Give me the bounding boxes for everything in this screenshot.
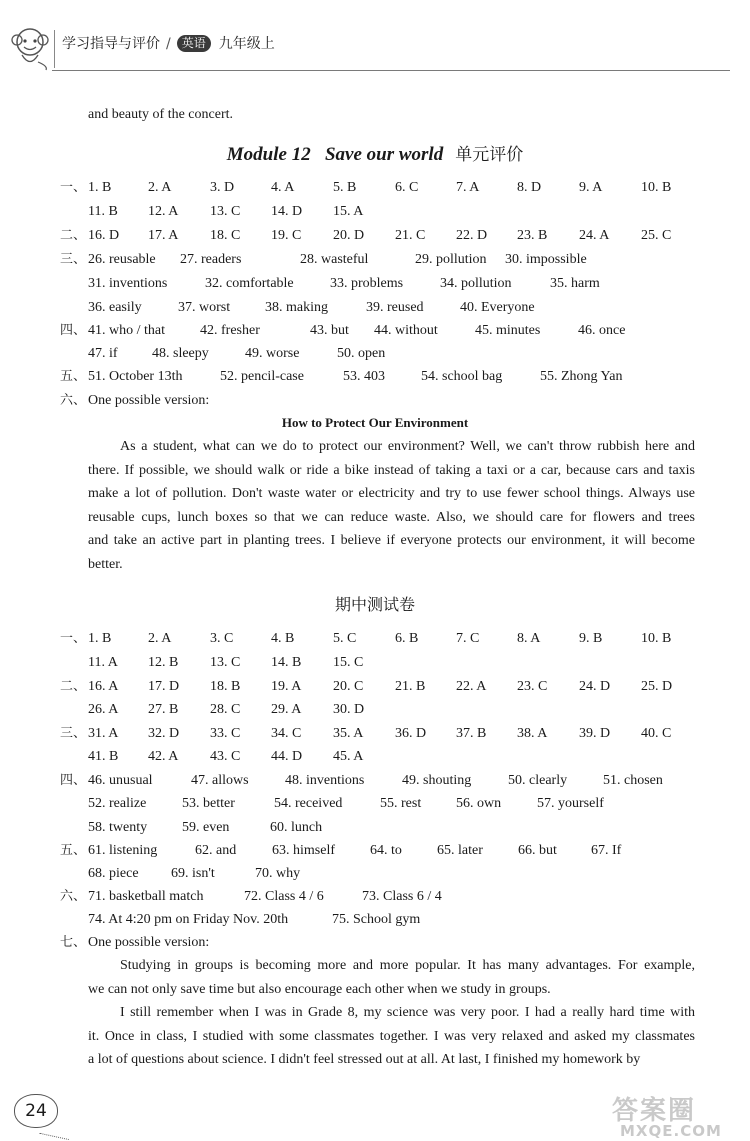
answer-item: 40. C — [641, 726, 672, 741]
midterm-essay — [88, 954, 695, 1072]
answer-item: 48. inventions — [285, 773, 365, 788]
answer-item: 44. without — [374, 323, 438, 338]
answer-item: 30. D — [333, 702, 365, 717]
answer-item: 13. C — [210, 204, 241, 219]
answer-item: 43. C — [210, 749, 241, 764]
answer-item: 51. October 13th — [88, 369, 183, 384]
answer-item: 48. sleepy — [152, 346, 209, 361]
page-number: 24 — [14, 1094, 58, 1128]
answer-item: 11. B — [88, 204, 118, 219]
answer-item: 55. rest — [380, 796, 422, 811]
answer-item: 65. later — [437, 843, 483, 858]
answer-item: 11. A — [88, 655, 118, 670]
answer-item: 24. D — [579, 679, 611, 694]
answer-item: 38. A — [517, 726, 548, 741]
answer-item: 69. isn't — [171, 866, 215, 881]
answer-item: 2. A — [148, 180, 172, 195]
answer-item: 1. B — [88, 631, 112, 646]
header-rule — [52, 70, 730, 71]
book-title: 学习指导与评价 — [62, 36, 160, 52]
watermark — [612, 1090, 740, 1138]
answer-item: 39. D — [579, 726, 611, 741]
page-header — [0, 0, 750, 80]
answer-item: 10. B — [641, 180, 672, 195]
section-label: 七、 — [60, 935, 87, 950]
answer-item: 23. B — [517, 228, 548, 243]
answer-item: 18. C — [210, 228, 241, 243]
answer-item: 27. readers — [180, 252, 242, 267]
answer-item: 28. C — [210, 702, 241, 717]
answer-item: 19. A — [271, 679, 302, 694]
answer-item: 17. A — [148, 228, 179, 243]
answer-item: 51. chosen — [603, 773, 663, 788]
answer-item: 35. harm — [550, 276, 600, 291]
answer-item: 22. D — [456, 228, 488, 243]
answer-item: 12. B — [148, 655, 179, 670]
answer-item: 33. C — [210, 726, 241, 741]
essay-title: How to Protect Our Environment — [281, 415, 469, 430]
answer-item: 13. C — [210, 655, 241, 670]
essay-line: and take an active part in planting trees. I believe if everyone protects our environment, it will become — [88, 533, 695, 548]
answer-item: 16. A — [88, 679, 119, 694]
answer-item: 67. If — [591, 843, 622, 858]
answer-item: 1. B — [88, 180, 112, 195]
answer-item: 5. C — [333, 631, 357, 646]
answer-item: 33. problems — [330, 276, 404, 291]
answer-item: 74. At 4:20 pm on Friday Nov. 20th — [88, 912, 289, 927]
answer-item: One possible version: — [88, 393, 210, 408]
answer-item: 20. C — [333, 679, 364, 694]
answer-item: 52. pencil-case — [220, 369, 304, 384]
answer-item: 6. B — [395, 631, 419, 646]
essay-line: we can not only save time but also encourage each other when we study in groups. — [88, 981, 551, 997]
answer-item: 26. reusable — [88, 252, 156, 267]
answer-item: 75. School gym — [332, 912, 421, 927]
answer-item: 66. but — [518, 843, 557, 858]
header-divider — [54, 30, 55, 68]
answer-item: 38. making — [265, 300, 328, 315]
answer-item: 4. A — [271, 180, 295, 195]
answer-item: 37. worst — [178, 300, 231, 315]
answer-item: 73. Class 6 / 4 — [362, 889, 442, 904]
answer-item: 55. Zhong Yan — [540, 369, 623, 384]
answer-item: 52. realize — [88, 796, 147, 811]
essay-line: there. If possible, we should walk or ride a bike instead of taking a taxi or a car, because cars and taxis — [88, 462, 695, 478]
essay-line: I still remember when I was in Grade 8, my science was very poor. I had a really hard time with — [120, 1005, 695, 1020]
answer-item: 3. C — [210, 631, 234, 646]
answer-item: 61. listening — [88, 843, 158, 858]
answer-item: 35. A — [333, 726, 364, 741]
watermark-logo-text: 答案圈 — [612, 1096, 697, 1126]
answer-item: 19. C — [271, 228, 302, 243]
answer-item: 27. B — [148, 702, 179, 717]
answer-item: 34. pollution — [440, 276, 512, 291]
answer-item: 26. A — [88, 702, 119, 717]
answer-item: 53. 403 — [343, 369, 385, 384]
section-label: 五、 — [60, 369, 87, 384]
answer-item: 20. D — [333, 228, 365, 243]
answer-item: 10. B — [641, 631, 672, 646]
answer-item: 8. A — [517, 631, 541, 646]
answer-item: 3. D — [210, 180, 235, 195]
answer-item: 49. worse — [245, 346, 300, 361]
answer-item: 14. B — [271, 655, 302, 670]
page-number-decoration — [39, 1125, 70, 1140]
answer-item: 50. clearly — [508, 773, 568, 788]
answer-item: 40. Everyone — [460, 300, 535, 315]
answer-item: 43. but — [310, 323, 349, 338]
subject-badge: 英语 — [177, 35, 211, 52]
answer-item: One possible version: — [88, 935, 210, 950]
section-label: 五、 — [60, 843, 87, 858]
answer-item: 17. D — [148, 679, 180, 694]
section-label: 一、 — [60, 180, 87, 195]
answer-item: 25. C — [641, 228, 672, 243]
header-title-bar: 学习指导与评价 / 英语 九年级上 — [62, 36, 275, 52]
answer-item: 71. basketball match — [88, 889, 204, 904]
answer-item: 30. impossible — [505, 252, 587, 267]
answer-item: 54. school bag — [421, 369, 503, 384]
section-label: 三、 — [60, 726, 87, 741]
answer-item: 31. inventions — [88, 276, 168, 291]
answer-item: 47. if — [88, 346, 118, 361]
answer-item: 31. A — [88, 726, 119, 741]
answer-item: 23. C — [517, 679, 548, 694]
answer-item: 7. C — [456, 631, 480, 646]
answer-item: 15. A — [333, 204, 364, 219]
answer-item: 47. allows — [191, 773, 249, 788]
section-label: 四、 — [60, 323, 87, 338]
answer-item: 29. pollution — [415, 252, 487, 267]
answer-item: 49. shouting — [402, 773, 472, 788]
essay-line: reusable cups, lunch boxes so that we can reduce waste. Also, we should care for flowers and trees — [88, 509, 695, 525]
answer-item: 54. received — [274, 796, 343, 811]
answer-item: 36. easily — [88, 300, 142, 315]
answer-item: 32. D — [148, 726, 180, 741]
answer-item: 68. piece — [88, 866, 139, 881]
answer-item: 22. A — [456, 679, 487, 694]
answer-item: 25. D — [641, 679, 673, 694]
essay-line: As a student, what can we do to protect our environment? Well, we can't throw rubbish here and — [120, 439, 695, 454]
answer-item: 32. comfortable — [205, 276, 294, 291]
answer-item: 4. B — [271, 631, 295, 646]
continued-text: and beauty of the concert. — [88, 107, 233, 122]
section-label: 六、 — [60, 889, 87, 904]
section-label: 二、 — [60, 228, 87, 243]
answer-item: 21. C — [395, 228, 426, 243]
answer-item: 46. unusual — [88, 773, 153, 788]
essay-line: make a lot of pollution. Don't waste water or electricity and try to use fewer school things. Always use — [88, 486, 695, 501]
answer-item: 2. A — [148, 631, 172, 646]
essay-line: better. — [88, 556, 123, 572]
answer-item: 46. once — [578, 323, 626, 338]
section-label: 四、 — [60, 773, 87, 788]
answer-item: 60. lunch — [270, 820, 323, 835]
monkey-mascot-icon — [8, 22, 52, 72]
section-label: 二、 — [60, 679, 87, 694]
essay-line: Studying in groups is becoming more and more popular. It has many advantages. For example, — [120, 958, 695, 973]
module12-essay — [88, 435, 695, 576]
section-label: 三、 — [60, 252, 87, 267]
answer-item: 63. himself — [272, 843, 335, 858]
answer-item: 42. A — [148, 749, 179, 764]
answer-item: 7. A — [456, 180, 480, 195]
answer-item: 9. A — [579, 180, 603, 195]
watermark-url: MXQE.COM — [620, 1122, 722, 1140]
answer-item: 45. A — [333, 749, 364, 764]
answer-item: 41. who / that — [88, 323, 165, 338]
answer-item: 8. D — [517, 180, 542, 195]
section-label: 六、 — [60, 393, 87, 408]
answer-item: 24. A — [579, 228, 610, 243]
answer-item: 6. C — [395, 180, 419, 195]
answer-item: 57. yourself — [537, 796, 604, 811]
answer-item: 21. B — [395, 679, 426, 694]
section-label: 一、 — [60, 631, 87, 646]
answer-item: 5. B — [333, 180, 357, 195]
answer-item: 45. minutes — [475, 323, 541, 338]
answer-item: 36. D — [395, 726, 427, 741]
answer-item: 44. D — [271, 749, 303, 764]
answer-item: 41. B — [88, 749, 119, 764]
answer-item: 34. C — [271, 726, 302, 741]
answer-item: 14. D — [271, 204, 303, 219]
answer-item: 56. own — [456, 796, 502, 811]
essay-line: it. Once in class, I studied with some classmates together. I was very relaxed and asked my classmates — [88, 1028, 695, 1044]
answer-item: 29. A — [271, 702, 302, 717]
answer-item: 16. D — [88, 228, 120, 243]
answer-item: 39. reused — [366, 300, 424, 315]
answer-item: 58. twenty — [88, 820, 148, 835]
module-title — [0, 140, 750, 166]
answer-item: 59. even — [182, 820, 230, 835]
answer-item: 28. wasteful — [300, 252, 369, 267]
answer-item: 37. B — [456, 726, 487, 741]
answer-item: 15. C — [333, 655, 364, 670]
module-title-en: Module 12 Save our world — [226, 144, 444, 165]
essay-line: a lot of questions about science. I didn't feel stressed out at all. At last, I finished my homework by — [88, 1052, 641, 1067]
answer-item: 12. A — [148, 204, 179, 219]
answer-item: 50. open — [337, 346, 386, 361]
answer-item: 18. B — [210, 679, 241, 694]
answer-item: 70. why — [255, 866, 301, 881]
answer-item: 42. fresher — [200, 323, 260, 338]
answer-item: 64. to — [370, 843, 402, 858]
answer-item: 53. better — [182, 796, 235, 811]
module-title-cn: 单元评价 — [455, 145, 524, 165]
grade-label: 九年级上 — [218, 36, 275, 52]
midterm-title: 期中测试卷 — [334, 595, 415, 614]
answer-item: 72. Class 4 / 6 — [244, 889, 324, 904]
answer-item: 9. B — [579, 631, 603, 646]
answer-item: 62. and — [195, 843, 237, 858]
